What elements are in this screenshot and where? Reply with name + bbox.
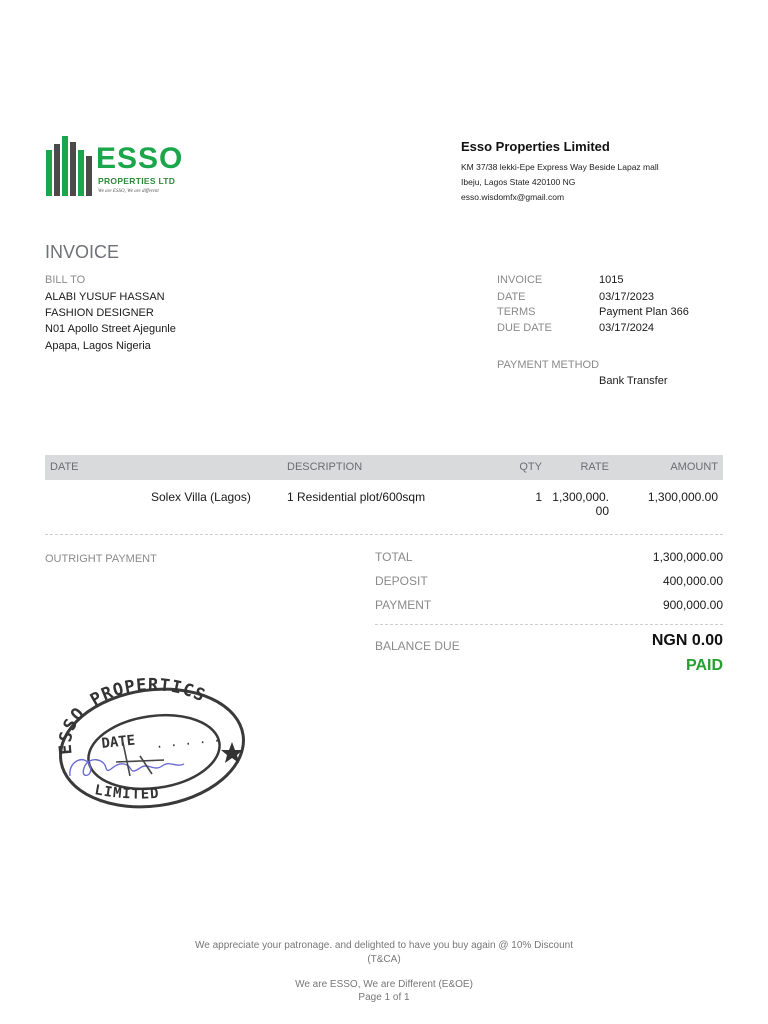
stamp-top-text: ESSO PROPERTICS bbox=[55, 676, 209, 756]
company-address-line2: Ibeju, Lagos State 420100 NG bbox=[461, 177, 576, 187]
row-rate-line2: 00 bbox=[595, 504, 609, 518]
bill-to-label: BILL TO bbox=[45, 274, 86, 286]
bill-to-occupation: FASHION DESIGNER bbox=[45, 307, 154, 319]
invoice-date-value: 03/17/2023 bbox=[599, 291, 655, 303]
bill-to-street: N01 Apollo Street Ajegunle bbox=[45, 323, 176, 335]
payment-method-label: PAYMENT METHOD bbox=[497, 359, 600, 371]
total-value: 1,300,000.00 bbox=[652, 550, 723, 564]
document-title: INVOICE bbox=[45, 242, 120, 262]
logo-bar bbox=[62, 136, 68, 196]
company-stamp bbox=[44, 676, 256, 816]
page-number: Page 1 of 1 bbox=[358, 992, 410, 1003]
col-header-description: DESCRIPTION bbox=[287, 461, 363, 473]
deposit-label: DEPOSIT bbox=[375, 574, 428, 588]
row-item-name: Solex Villa (Lagos) bbox=[151, 490, 251, 504]
logo-bar bbox=[70, 142, 76, 196]
logo-wordmark: ESSO bbox=[96, 142, 184, 175]
logo-tagline: We are ESSO, We are different bbox=[98, 189, 159, 194]
invoice-date-label: DATE bbox=[497, 291, 526, 303]
summary-divider bbox=[375, 624, 723, 625]
deposit-value: 400,000.00 bbox=[662, 574, 723, 588]
row-qty: 1 bbox=[535, 490, 542, 504]
payment-note: OUTRIGHT PAYMENT bbox=[45, 553, 157, 565]
company-logo bbox=[44, 136, 194, 202]
logo-bar bbox=[54, 144, 60, 196]
bill-to-name: ALABI YUSUF HASSAN bbox=[45, 291, 165, 303]
due-date-label: DUE DATE bbox=[497, 322, 552, 334]
total-label: TOTAL bbox=[375, 550, 413, 564]
row-amount: 1,300,000.00 bbox=[647, 490, 718, 504]
table-divider bbox=[45, 534, 723, 535]
balance-due-label: BALANCE DUE bbox=[375, 639, 460, 653]
footer-terms: (T&CA) bbox=[367, 954, 401, 965]
table-row bbox=[45, 480, 723, 534]
items-table-header bbox=[45, 455, 723, 480]
stamp-middle-text: DATE bbox=[100, 732, 136, 752]
payment-label: PAYMENT bbox=[375, 598, 432, 612]
terms-value: Payment Plan 366 bbox=[599, 306, 689, 318]
payment-value: 900,000.00 bbox=[662, 598, 723, 612]
col-header-amount: AMOUNT bbox=[670, 461, 718, 473]
row-rate-line1: 1,300,000. bbox=[552, 490, 609, 504]
terms-label: TERMS bbox=[497, 306, 536, 318]
due-date-value: 03/17/2024 bbox=[599, 322, 655, 334]
col-header-qty: QTY bbox=[519, 461, 542, 473]
row-rate bbox=[552, 490, 609, 518]
footer-slogan: We are ESSO, We are Different (E&OE) bbox=[295, 979, 473, 990]
company-name: Esso Properties Limited bbox=[461, 139, 610, 154]
logo-bar bbox=[86, 156, 92, 196]
stamp-dots: . . . . . bbox=[154, 730, 221, 751]
col-header-date: DATE bbox=[50, 461, 79, 473]
invoice-number-label: INVOICE bbox=[497, 274, 543, 286]
stamp-bottom-text: LIMITED bbox=[93, 782, 161, 803]
stamp-inner-ring bbox=[84, 707, 225, 797]
company-email: esso.wisdomfx@gmail.com bbox=[461, 192, 565, 202]
logo-subtitle: PROPERTIES LTD bbox=[98, 176, 176, 186]
col-header-rate: RATE bbox=[580, 461, 609, 473]
paid-status: PAID bbox=[685, 657, 723, 674]
bill-to-city: Apapa, Lagos Nigeria bbox=[45, 340, 151, 352]
footer-message: We appreciate your patronage. and delighted to have you buy again @ 10% Discount bbox=[195, 940, 573, 951]
invoice-number-value: 1015 bbox=[599, 274, 624, 286]
logo-bar bbox=[78, 150, 84, 196]
payment-method-value: Bank Transfer bbox=[599, 375, 668, 387]
company-address-line1: KM 37/38 lekki-Epe Express Way Beside Lapaz mall bbox=[461, 162, 659, 172]
row-description: 1 Residential plot/600sqm bbox=[287, 490, 426, 504]
logo-bar bbox=[46, 150, 52, 196]
balance-due-value: NGN 0.00 bbox=[651, 632, 723, 649]
